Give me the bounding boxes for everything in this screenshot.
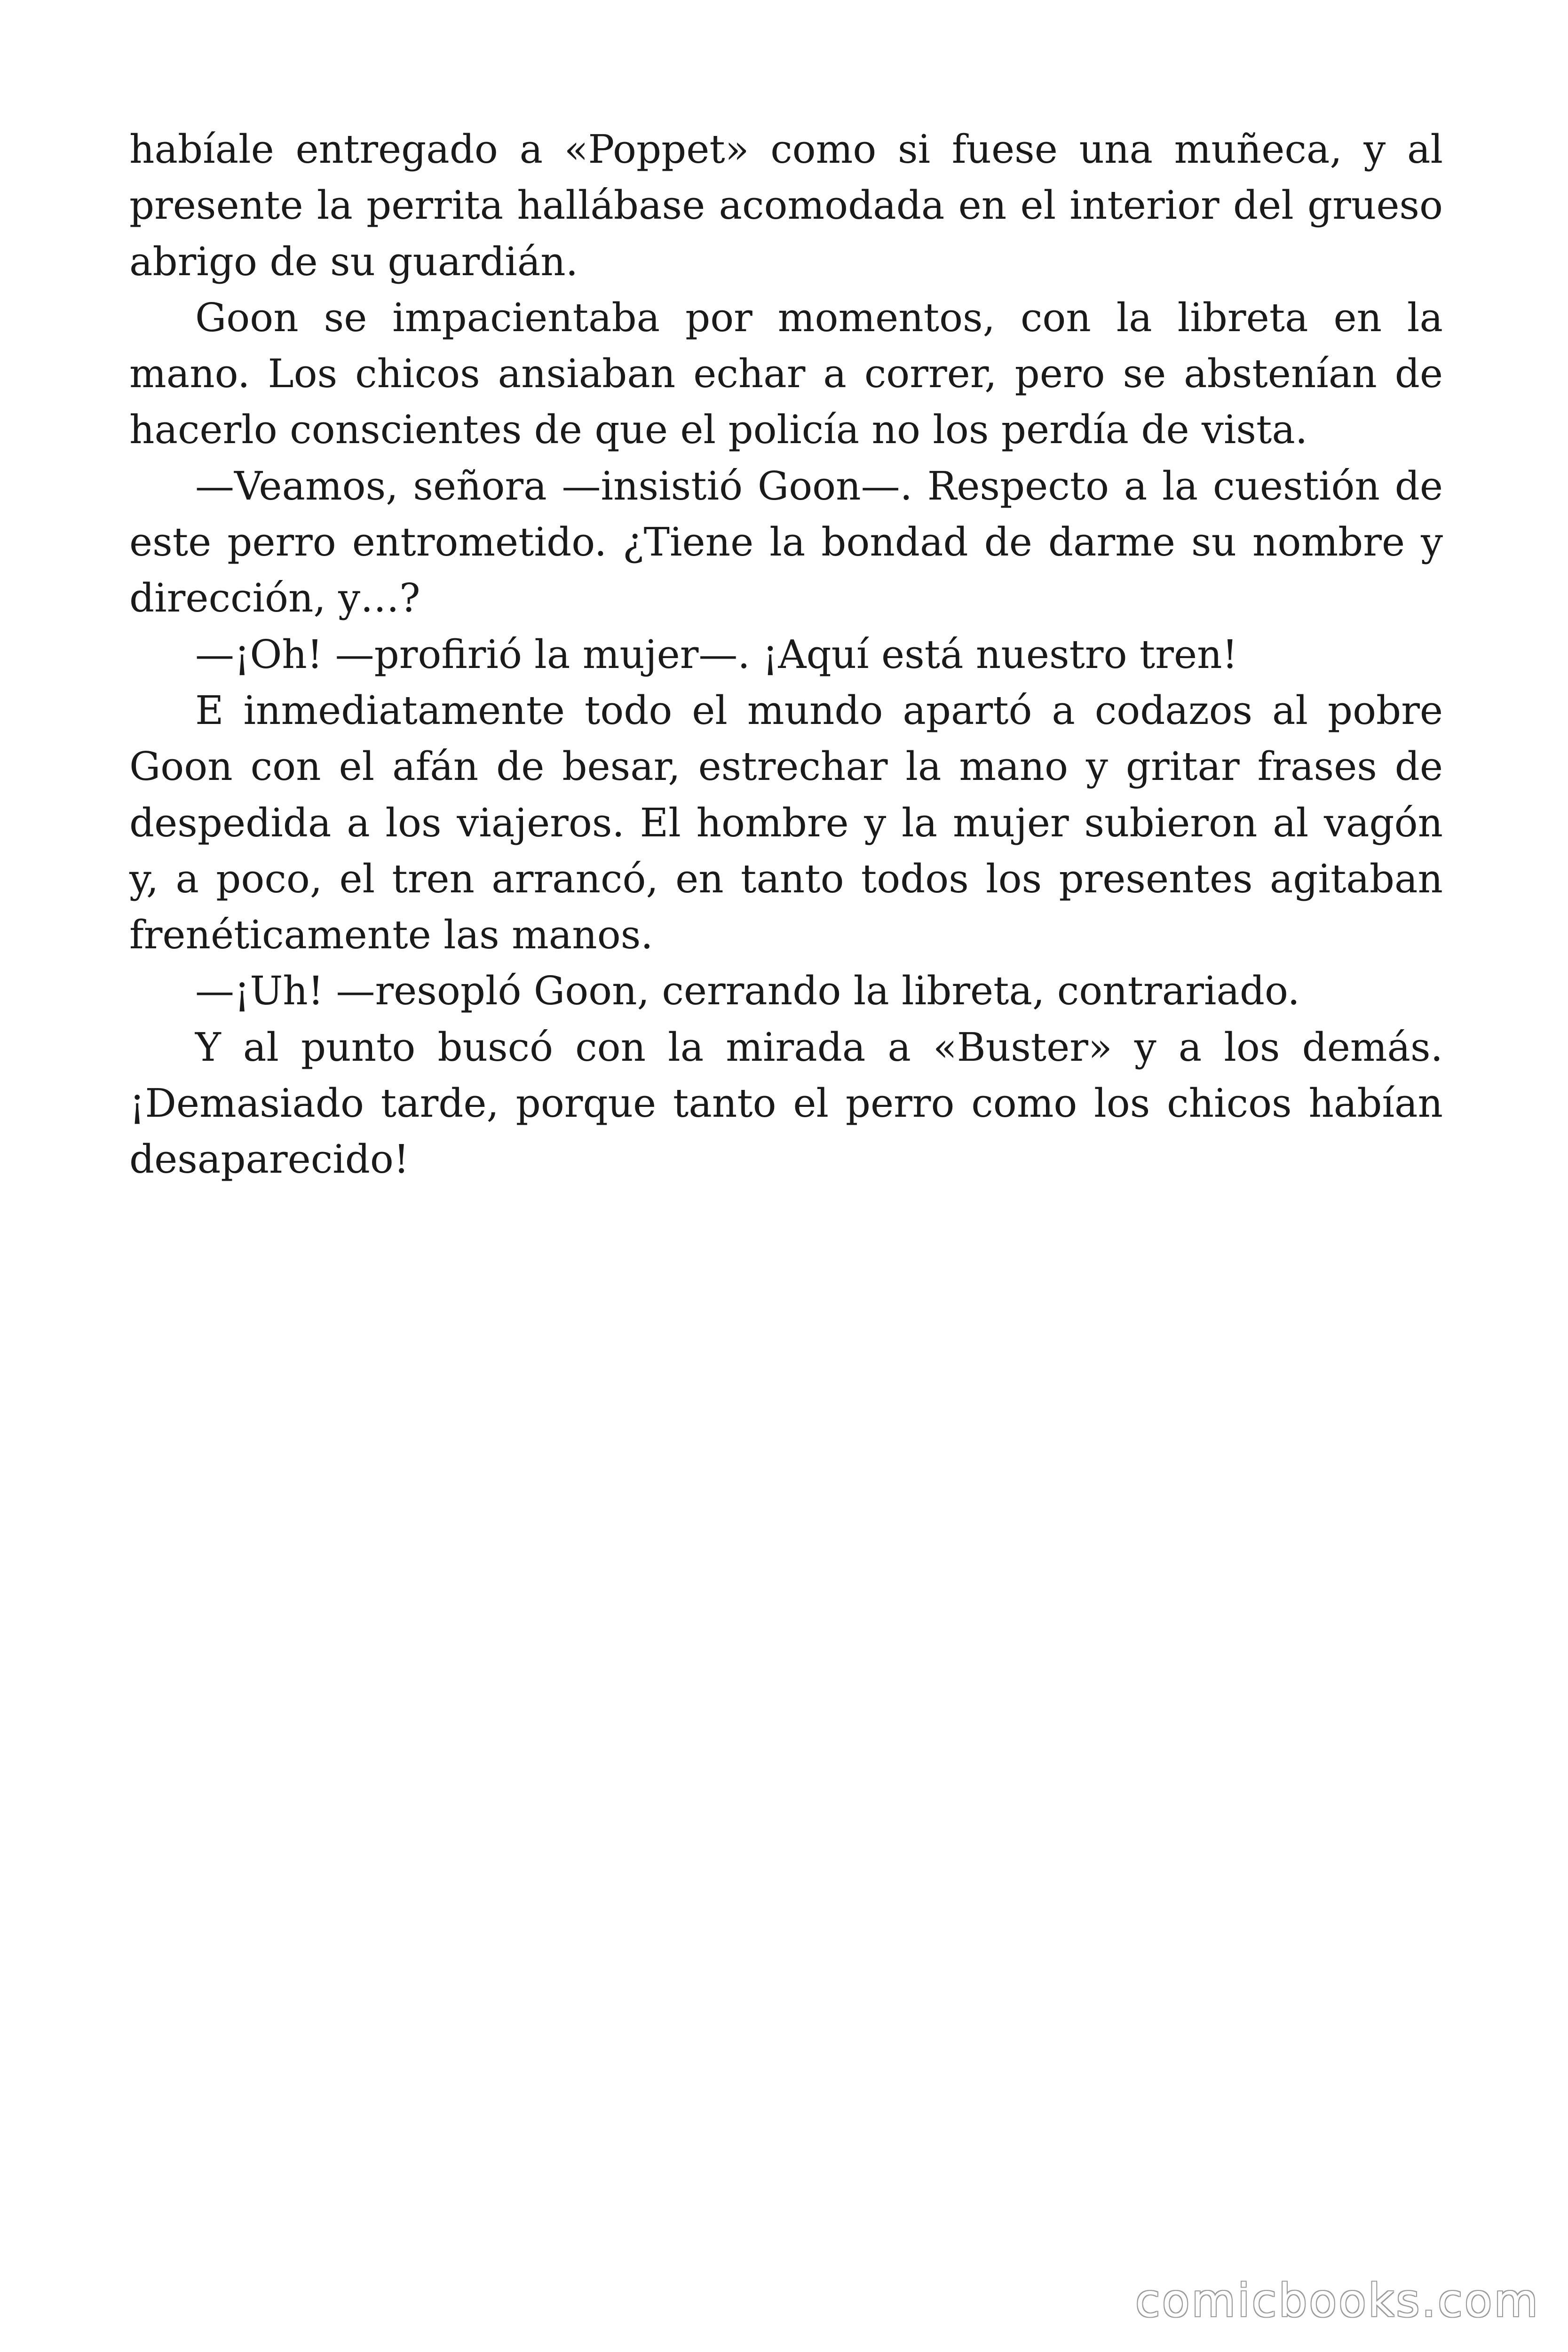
paragraph-7: Y al punto buscó con la mirada a «Buster» y a los demás. ¡Demasiado tarde, porque tanto el perro como los chicos habían desaparecido! xyxy=(129,1024,1443,1183)
paragraph-5: E inmediatamente todo el mundo apartó a codazos al pobre Goon con el afán de besar, estrechar la mano y gritar frases de despedida a los viajeros. El hombre y la mujer subieron al vagón y, a poco, el tren arrancó, en tanto todos los presentes agitaban frenéticamente las manos. xyxy=(129,687,1443,958)
paragraph-1: habíale entregado a «Poppet» como si fuese una muñeca, y al presente la perrita hallábase acomodada en el interior del grueso abrigo de su guardián. xyxy=(129,127,1443,285)
page-body-text xyxy=(129,121,1443,1188)
watermark-logo: comicbooks.com xyxy=(1135,2274,1540,2327)
paragraph-6: —¡Uh! —resopló Goon, cerrando la libreta, contrariado. xyxy=(195,968,1300,1014)
paragraph-4: —¡Oh! —profirió la mujer—. ¡Aquí está nuestro tren! xyxy=(195,631,1238,677)
paragraph-2: Goon se impacientaba por momentos, con la libreta en la mano. Los chicos ansiaban echar a correr, pero se abstenían de hacerlo conscientes de que el policía no los perdía de vista. xyxy=(129,294,1443,453)
paragraph-3: —Veamos, señora —insistió Goon—. Respecto a la cuestión de este perro entrometido. ¿Tiene la bondad de darme su nombre y dirección, y…? xyxy=(129,463,1443,621)
